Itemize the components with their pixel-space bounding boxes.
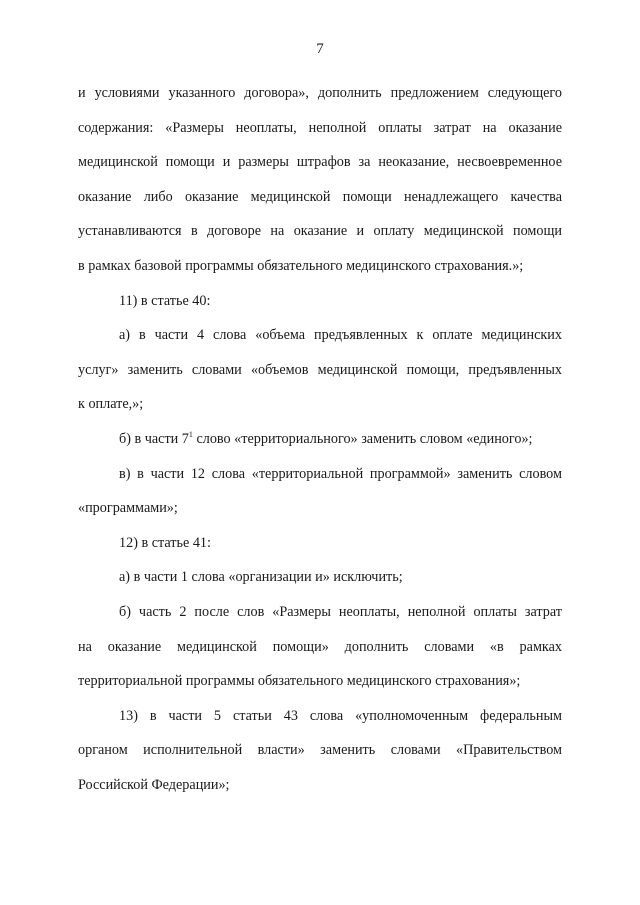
text-line: услуг» заменить словами «объемов медицинской помощи, предъявленных — [78, 361, 562, 378]
text-line-superscript — [78, 422, 562, 457]
text-line: а) в части 1 слова «организации и» исключить; — [119, 569, 403, 586]
text-line: оказание либо оказание медицинской помощи ненадлежащего качества — [78, 188, 562, 205]
text-line: на оказание медицинской помощи» дополнить словами «в рамках — [78, 638, 562, 655]
text-line: б) часть 2 после слов «Размеры неоплаты, неполной оплаты затрат — [119, 603, 562, 620]
text-line: 13) в части 5 статьи 43 слова «уполномоченным федеральным — [119, 707, 562, 724]
list-item-heading: 11) в статье 40: — [119, 292, 211, 309]
text-line: и условиями указанного договора», дополнить предложением следующего — [78, 85, 562, 101]
text-line: а) в части 4 слова «объема предъявленных к оплате медицинских — [119, 327, 562, 344]
text-line: содержания: «Размеры неоплаты, неполной оплаты затрат на оказание — [78, 119, 562, 136]
text-line: устанавливаются в договоре на оказание и оплату медицинской помощи — [78, 223, 562, 240]
page-number: 7 — [316, 41, 324, 57]
text-line: в рамках базовой программы обязательного медицинского страхования.»; — [78, 257, 524, 274]
superscript: 1 — [188, 429, 193, 439]
text-line: медицинской помощи и размеры штрафов за неоказание, несвоевременное — [78, 154, 562, 171]
text-line: «программами»; — [78, 500, 178, 517]
document-body — [78, 76, 562, 802]
list-item-heading: 12) в статье 41: — [119, 534, 211, 551]
text-fragment: б) в части 7 — [119, 430, 189, 447]
text-line: территориальной программы обязательного медицинского страхования»; — [78, 673, 521, 690]
text-line: органом исполнительной власти» заменить словами «Правительством — [78, 742, 562, 759]
text-line: Российской Федерации»; — [78, 776, 230, 793]
text-line: к оплате,»; — [78, 396, 144, 413]
text-line: в) в части 12 слова «территориальной программой» заменить словом — [119, 465, 562, 482]
text-fragment: слово «территориального» заменить словом «единого»; — [192, 430, 533, 447]
